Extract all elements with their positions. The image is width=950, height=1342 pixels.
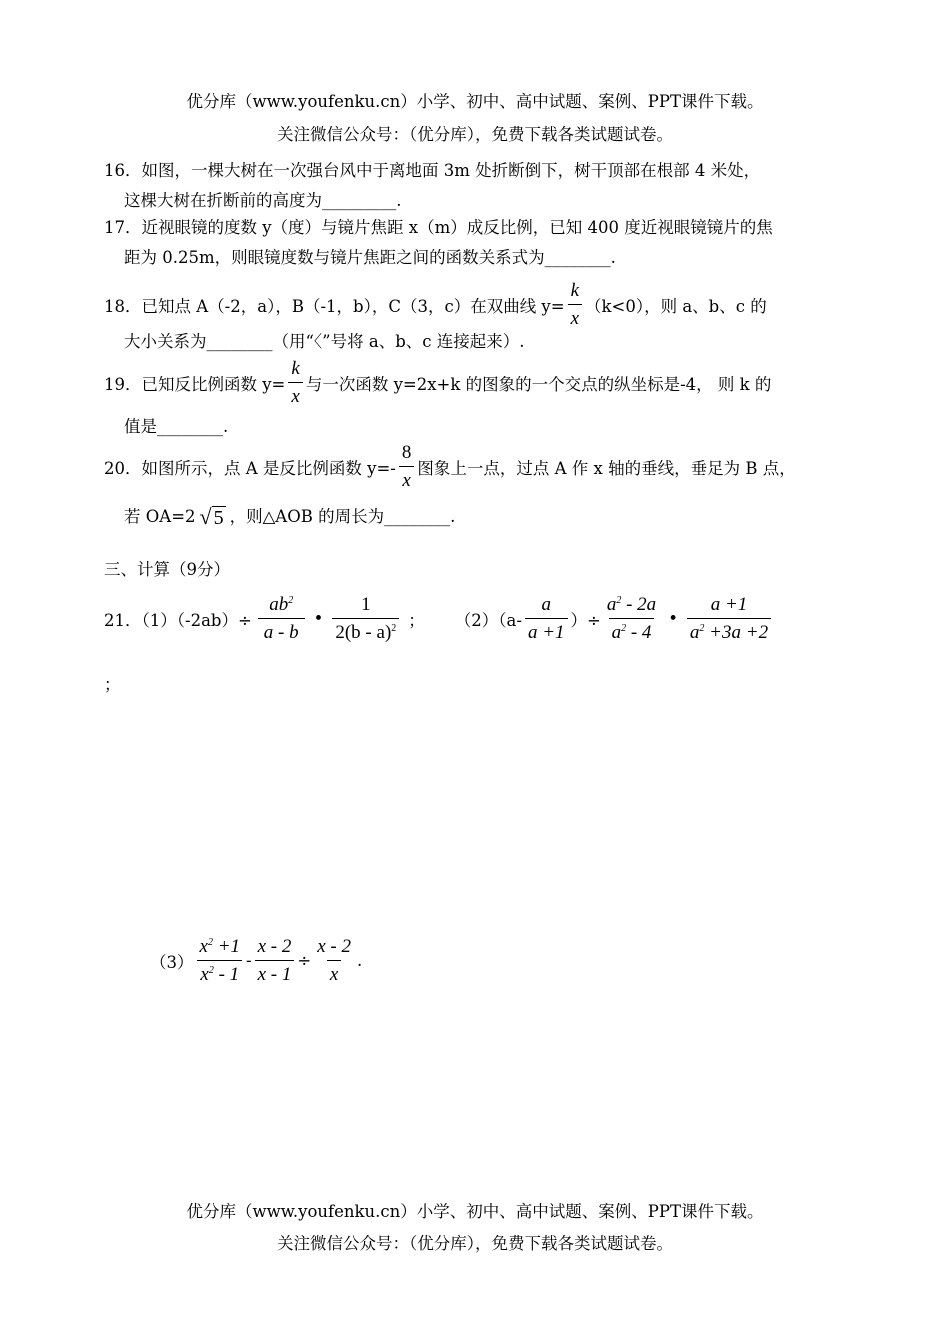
fraction-denominator: x [568,304,582,330]
denominator-exponent: 2 [699,622,705,634]
question-20-line-2-pre: 若 OA=2 [124,507,196,526]
fraction-denominator: a +1 [525,618,568,644]
part-3-label: （3） [150,952,194,972]
question-19-line-2: 值是________. [124,417,229,436]
question-19-text-pre: 19．已知反比例函数 y= [104,374,286,394]
divide-sign: ÷ [297,951,312,971]
denominator-part: - 4 [626,621,652,643]
question-18-text-pre: 18．已知点 A（-2，a），B（-1，b），C（3，c）在双曲线 y= [104,296,565,316]
question-18-text-post: （k<0），则 a、b、c 的 [585,296,767,316]
multiply-dot: • [313,609,324,629]
numerator-part: +1 [212,936,241,957]
denominator-part: a [611,621,622,643]
fraction-k-over-x [568,280,582,330]
fraction-denominator: x [327,960,341,986]
question-20-text-post: 图象上一点，过点 A 作 x 轴的垂线，垂足为 B 点， [417,458,796,478]
question-20-line-2 [124,500,455,530]
numerator-base: ab [269,594,289,615]
separator: ； [408,610,425,630]
sqrt-expression [200,504,226,530]
fraction-numerator [604,594,659,618]
fraction-numerator: k [570,280,580,301]
question-20-text-pre: 20．如图所示，点 A 是反比例函数 y=- [104,458,396,478]
fraction-a-plus-1-over-quadratic [687,594,771,644]
section-3-title: 三、计算（9分） [104,560,230,579]
fraction-numerator: x - 2 [317,936,351,957]
multiply-dot: • [668,609,678,629]
question-20-line-1 [104,442,796,492]
part-2-divide: ）÷ [570,610,601,630]
fraction-numerator: 1 [361,594,371,615]
fraction-denominator [609,618,655,644]
fraction-numerator: k [291,358,300,379]
fraction-denominator [687,618,771,644]
denominator-part: +3a +2 [704,621,769,643]
numerator-part: a [606,594,617,615]
footer-line-2: 关注微信公众号：（优分库），免费下载各类试题试卷。 [277,1234,673,1253]
fraction-numerator: a +1 [710,594,748,615]
fraction-k-over-x [288,358,302,408]
question-19-line-1 [104,358,771,408]
part-2-label: （2）（a- [454,610,522,630]
denominator-part: a [689,621,700,643]
numerator-part: - 2a [621,594,657,615]
question-18-line-2: 大小关系为________（用“〈”号将 a、b、c 连接起来）. [124,332,525,351]
stray-semicolon: ； [104,675,121,694]
numerator-exponent: 2 [207,937,213,948]
fraction-denominator: x [399,466,413,492]
fraction-numerator [197,936,244,960]
question-21-row-1 [104,594,774,644]
denominator-base: 2(b - a) [335,621,392,643]
header-line-2: 关注微信公众号：（优分库），免费下载各类试题试卷。 [277,125,673,144]
denominator-part: - 1 [213,963,240,985]
numerator-exponent: 2 [616,595,622,606]
denominator-part: x [200,963,209,985]
fraction-x-minus-2-over-x-minus-1 [255,936,295,986]
fraction-1-over-2-b-minus-a-sq [332,594,399,644]
fraction-denominator: x - 1 [255,960,295,986]
radical-sign-icon: √ [199,504,212,529]
fraction-numerator: a [541,594,551,615]
fraction-a-over-a-plus-1 [525,594,568,644]
fraction-denominator [197,960,242,986]
denominator-exponent: 2 [621,622,627,634]
fraction-numerator: x - 2 [257,936,292,957]
fraction-denominator: x [288,382,302,408]
fraction-a2-2a-over-a2-4 [604,594,659,644]
denominator-exponent: 2 [391,622,397,634]
numerator-part: x [199,936,208,957]
fraction-ab2-over-a-minus-b [258,594,305,644]
question-21-part-3 [150,936,362,986]
fraction-numerator [266,594,296,618]
fraction-numerator: 8 [401,442,412,463]
fraction-x-minus-2-over-x [314,936,354,986]
question-17-line-2: 距为 0.25m，则眼镜度数与镜片焦距之间的函数关系式为________. [124,248,616,267]
fraction-denominator [332,618,399,644]
question-18-line-1 [104,280,767,330]
numerator-exponent: 2 [288,595,294,606]
minus-sign: - [246,951,252,971]
period: . [356,951,363,971]
denominator-exponent: 2 [208,964,214,976]
question-16-line-1: 16．如图，一棵大树在一次强台风中于离地面 3m 处折断倒下，树干顶部在根部 4 米处， [104,161,761,180]
fraction-x2-plus-1-over-x2-minus-1 [197,936,244,986]
fraction-denominator: a - b [258,618,305,644]
question-16-line-2: 这棵大树在折断前的高度为_________. [124,191,402,210]
footer-line-1: 优分库（www.youfenku.cn）小学、初中、高中试题、案例、PPT课件下载。 [186,1202,764,1221]
question-20-line-2-post: ，则△AOB 的周长为________. [229,507,456,526]
question-17-line-1: 17．近视眼镜的度数 y（度）与镜片焦距 x（m）成反比例，已知 400 度近视眼镜镜片的焦 [104,218,773,237]
fraction-8-over-x [399,442,415,492]
header-line-1: 优分库（www.youfenku.cn）小学、初中、高中试题、案例、PPT课件下载。 [186,92,764,111]
sqrt-radicand: 5 [213,507,224,529]
question-19-text-post: 与一次函数 y=2x+k 的图象的一个交点的纵坐标是-4， 则 k 的 [305,374,772,394]
question-21-label: 21．（1）（-2ab）÷ [104,610,252,630]
